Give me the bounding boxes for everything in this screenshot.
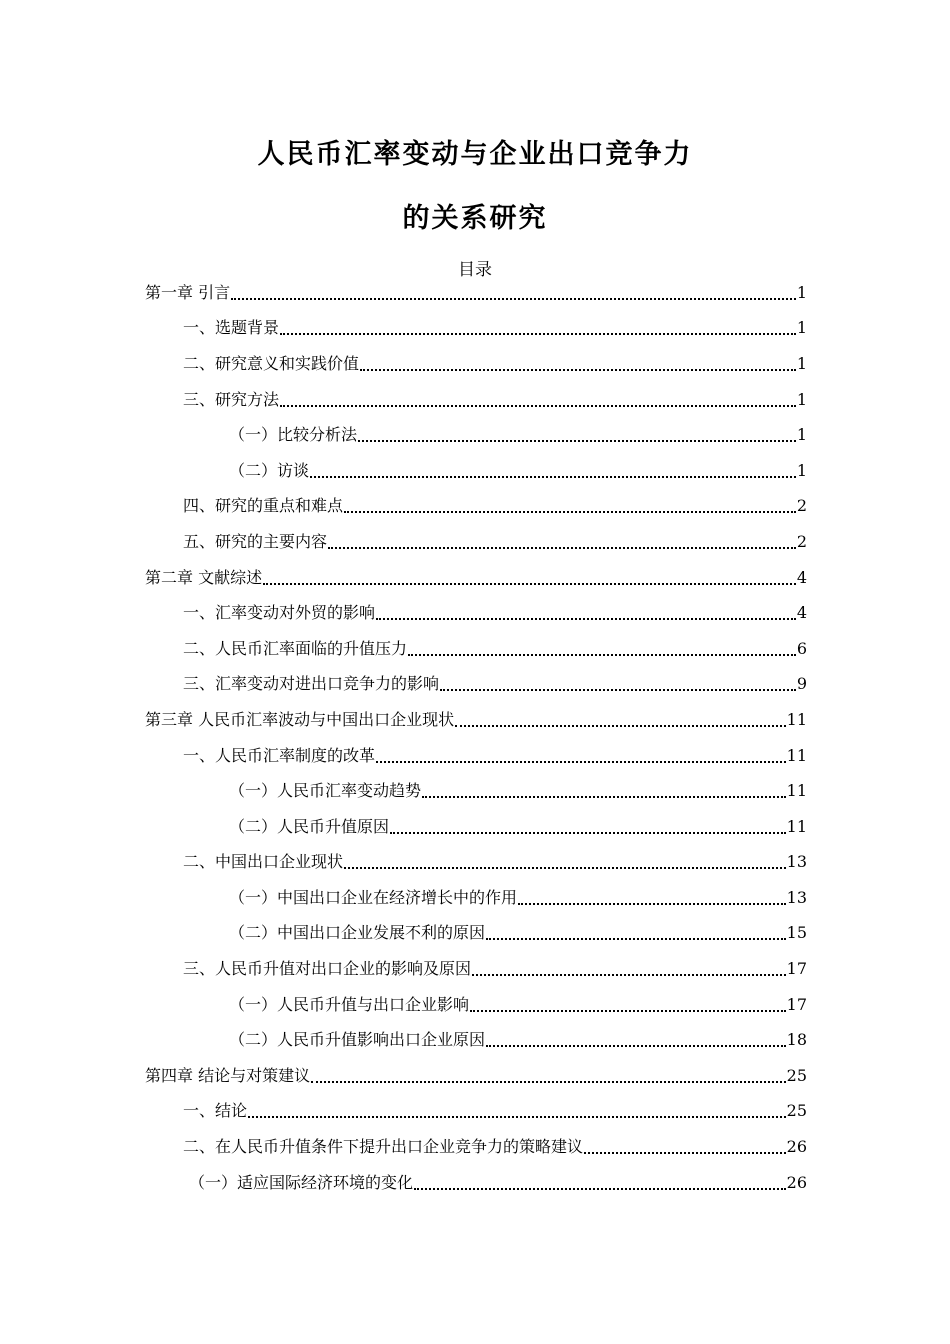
dot-leader (390, 832, 786, 834)
toc-entry-label: 二、在人民币升值条件下提升出口企业竞争力的策略建议 (183, 1137, 584, 1157)
toc-entry[interactable] (145, 880, 807, 916)
toc-entry[interactable] (145, 311, 807, 347)
toc-entry-page: 18 (786, 1030, 807, 1050)
toc-entry-label: （二）访谈 (229, 460, 310, 480)
dot-leader (310, 476, 796, 478)
toc-entry-label: 二、人民币汇率面临的升值压力 (183, 638, 408, 658)
toc-entry-page: 15 (786, 923, 807, 943)
document-title-line-2: 的关系研究 (402, 203, 548, 234)
toc-entry-label: 五、研究的主要内容 (183, 531, 328, 551)
toc-entry-label: 一、人民币汇率制度的改革 (183, 745, 376, 765)
toc-entry-page: 17 (786, 959, 807, 979)
dot-leader (470, 1010, 786, 1012)
toc-entry[interactable] (145, 1129, 807, 1165)
toc-entry-page: 25 (786, 1065, 807, 1085)
dot-leader (472, 974, 786, 976)
toc-entry-label: （一）人民币升值与出口企业影响 (229, 994, 470, 1014)
dot-leader (358, 440, 796, 442)
toc-entry-label: 第一章 引言 (145, 282, 231, 302)
toc-entry-label: （一）人民币汇率变动趋势 (229, 781, 422, 801)
toc-entry-label: （二）中国出口企业发展不利的原因 (229, 923, 486, 943)
toc-heading: 目录 (458, 260, 492, 280)
dot-leader (376, 761, 786, 763)
dot-leader (344, 867, 786, 869)
toc-entry-page: 9 (796, 674, 807, 694)
toc-entry[interactable] (145, 845, 807, 881)
dot-leader (486, 938, 786, 940)
toc-entry[interactable] (145, 1058, 807, 1094)
toc-entry-page: 1 (796, 353, 807, 373)
toc-entry-label: 三、人民币升值对出口企业的影响及原因 (183, 959, 472, 979)
toc-entry-page: 4 (796, 567, 807, 587)
dot-leader (360, 369, 796, 371)
toc-entry[interactable] (145, 1094, 807, 1130)
toc-entry-page: 11 (786, 745, 807, 765)
toc-entry[interactable] (145, 1165, 807, 1201)
toc-entry-page: 26 (786, 1137, 807, 1157)
toc-entry-label: 三、汇率变动对进出口竞争力的影响 (183, 674, 440, 694)
dot-leader (344, 511, 796, 513)
dot-leader (518, 903, 786, 905)
toc-entry-label: （一）中国出口企业在经济增长中的作用 (229, 887, 518, 907)
toc-entry-label: 四、研究的重点和难点 (183, 496, 344, 516)
toc-entry-label: 一、结论 (183, 1101, 248, 1121)
toc-entry[interactable] (145, 382, 807, 418)
toc-entry-page: 1 (796, 425, 807, 445)
toc-entry-page: 11 (786, 816, 807, 836)
toc-entry[interactable] (145, 346, 807, 382)
dot-leader (280, 333, 796, 335)
toc-entry-page: 13 (786, 852, 807, 872)
toc-entry[interactable] (145, 809, 807, 845)
toc-entry-page: 11 (786, 709, 807, 729)
dot-leader (486, 1045, 786, 1047)
dot-leader (440, 689, 796, 691)
toc-entry[interactable] (145, 560, 807, 596)
toc-entry-label: （二）人民币升值影响出口企业原因 (229, 1030, 486, 1050)
dot-leader (280, 405, 796, 407)
dot-leader (422, 796, 786, 798)
toc-entry-page: 1 (796, 282, 807, 302)
toc-entry-page: 17 (786, 994, 807, 1014)
toc-entry-page: 1 (796, 318, 807, 338)
toc-entry[interactable] (145, 631, 807, 667)
toc-entry-page: 11 (786, 781, 807, 801)
dot-leader (376, 618, 796, 620)
dot-leader (584, 1152, 786, 1154)
toc-entry-page: 26 (786, 1172, 807, 1192)
toc-entry[interactable] (145, 702, 807, 738)
toc-entry-page: 1 (796, 389, 807, 409)
dot-leader (414, 1188, 786, 1190)
toc-entry[interactable] (145, 916, 807, 952)
dot-leader (328, 547, 796, 549)
dot-leader (248, 1116, 786, 1118)
toc-entry-page: 1 (796, 460, 807, 480)
toc-entry-label: （一）比较分析法 (229, 425, 358, 445)
dot-leader (408, 654, 796, 656)
toc-entry[interactable] (145, 275, 807, 311)
toc-entry-page: 13 (786, 887, 807, 907)
dot-leader (311, 1081, 786, 1083)
toc-entry[interactable] (145, 951, 807, 987)
toc-entry-label: （一）适应国际经济环境的变化 (189, 1172, 414, 1192)
toc-entry[interactable] (145, 417, 807, 453)
toc-entry-label: 二、中国出口企业现状 (183, 852, 344, 872)
toc-entry-label: 一、汇率变动对外贸的影响 (183, 603, 376, 623)
dot-leader (455, 725, 786, 727)
toc-entry[interactable] (145, 1022, 807, 1058)
dot-leader (231, 298, 796, 300)
dot-leader (263, 583, 796, 585)
table-of-contents (145, 275, 807, 1200)
toc-entry-label: 二、研究意义和实践价值 (183, 353, 360, 373)
toc-entry[interactable] (145, 524, 807, 560)
toc-entry-label: 第四章 结论与对策建议 (145, 1065, 311, 1085)
toc-entry-label: 第三章 人民币汇率波动与中国出口企业现状 (145, 709, 455, 729)
toc-entry[interactable] (145, 595, 807, 631)
toc-entry-label: 三、研究方法 (183, 389, 280, 409)
toc-entry[interactable] (145, 738, 807, 774)
toc-entry-label: （二）人民币升值原因 (229, 816, 390, 836)
toc-entry-page: 25 (786, 1101, 807, 1121)
toc-entry[interactable] (145, 987, 807, 1023)
document-title-line-1: 人民币汇率变动与企业出口竞争力 (257, 139, 693, 170)
toc-entry[interactable] (145, 453, 807, 489)
toc-entry-page: 6 (796, 638, 807, 658)
toc-entry-page: 4 (796, 603, 807, 623)
toc-entry-label: 第二章 文献综述 (145, 567, 263, 587)
toc-entry[interactable] (145, 667, 807, 703)
toc-entry[interactable] (145, 773, 807, 809)
toc-entry[interactable] (145, 489, 807, 525)
toc-entry-page: 2 (796, 496, 807, 516)
toc-entry-label: 一、选题背景 (183, 318, 280, 338)
toc-entry-page: 2 (796, 531, 807, 551)
